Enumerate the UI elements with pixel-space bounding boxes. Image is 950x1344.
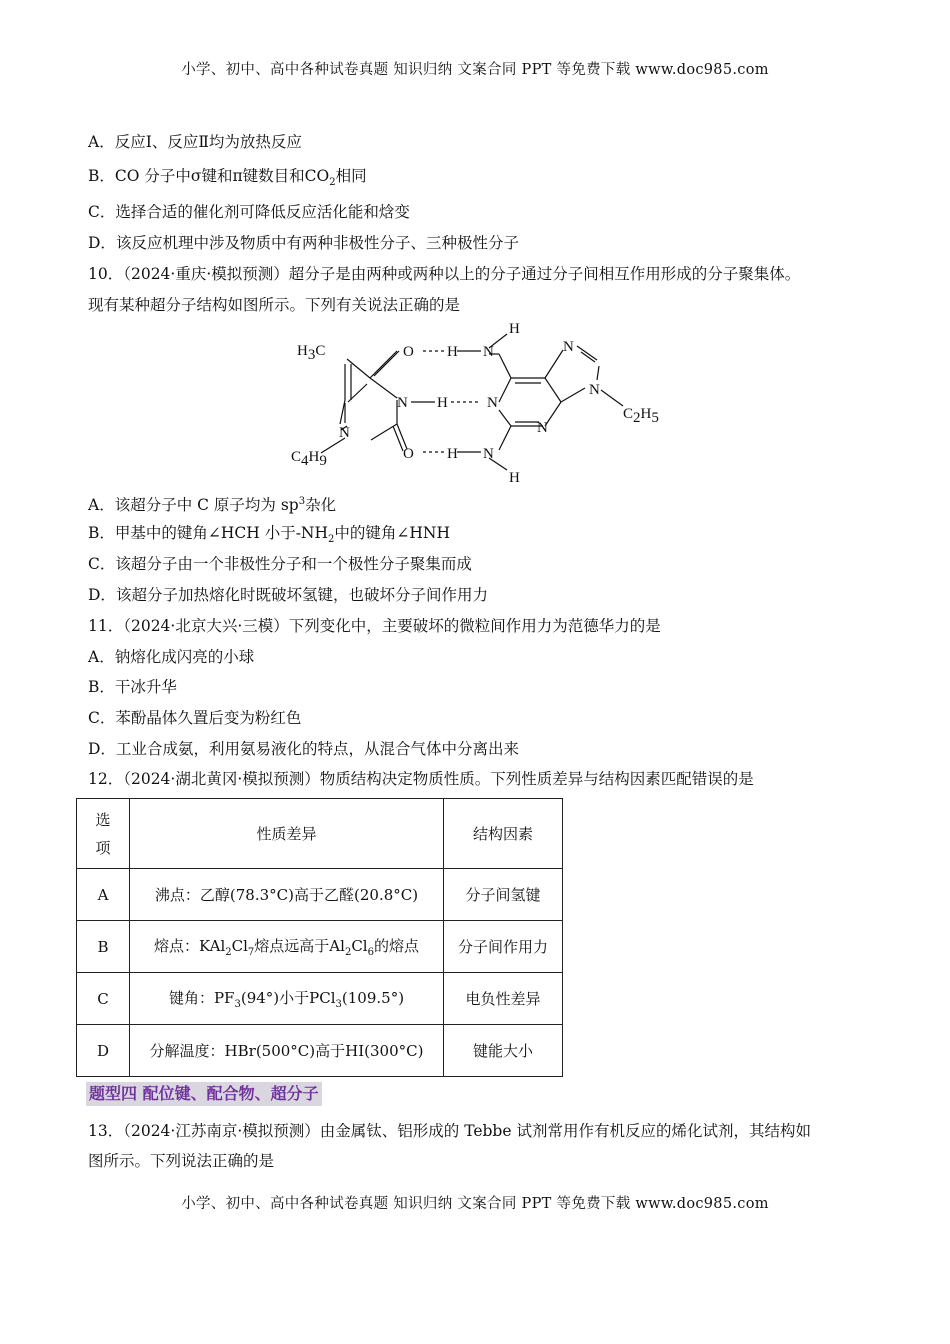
q10-option-d: D．该超分子加热熔化时既破坏氢键，也破坏分子间作用力 <box>88 586 488 604</box>
table-row: B 熔点：$KAl_2Cl_7$熔点远高于$Al_2Cl_6$的熔点 分子间作用力 <box>77 921 563 973</box>
h3c-label: H3C <box>297 343 326 363</box>
atom-n: N <box>589 382 600 398</box>
section-title: 题型四 配位键、配合物、超分子 <box>86 1082 322 1106</box>
atom-h: H <box>447 344 458 360</box>
atom-n: N <box>339 425 350 441</box>
atom-n: N <box>537 420 548 436</box>
page-header: 小学、初中、高中各种试卷真题 知识归纳 文案合同 PPT 等免费下载 www.doc985.com <box>181 62 769 78</box>
q13-stem-line2: 图所示。下列说法正确的是 <box>88 1152 275 1170</box>
table-row: C 键角：$PF_3(94^\circ)$小于PCl$_3$(109.5°) 电负性差异 <box>77 973 563 1025</box>
header-factor: 结构因素 <box>444 799 563 869</box>
table-row: A 沸点：乙醇(78.3°C)高于乙醛(20.8°C) 分子间氢键 <box>77 869 563 921</box>
q11-stem: 11．（2024·北京大兴·三模）下列变化中，主要破坏的微粒间作用力为范德华力的是 <box>88 617 661 635</box>
option-text: 该反应机理中涉及物质中有两种非极性分子、三种极性分子 <box>115 234 519 252</box>
c2h5-label: C2H5 <box>623 406 659 426</box>
option-label: D． <box>88 234 116 252</box>
option-label: A． <box>88 133 115 151</box>
q9-option-a <box>88 132 302 152</box>
option-text: 选择合适的催化剂可降低反应活化能和焓变 <box>115 203 410 221</box>
atom-h: H <box>509 470 520 486</box>
option-text: CO 分子中σ键和π键数目和 <box>114 167 305 185</box>
atom-n: N <box>487 395 498 411</box>
q11-option-c: C．苯酚晶体久置后变为粉红色 <box>88 709 302 727</box>
q10-option-a: A．该超分子中 C 原子均为 $sp^3$杂化 <box>88 496 337 515</box>
page-footer: 小学、初中、高中各种试卷真题 知识归纳 文案合同 PPT 等免费下载 www.doc985.com <box>181 1196 769 1212</box>
q9-option-d <box>88 233 519 253</box>
q12-stem: 12．（2024·湖北黄冈·模拟预测）物质结构决定物质性质。下列性质差异与结构因素匹配错误的是 <box>88 770 754 788</box>
atom-n: N <box>397 395 408 411</box>
q10-stem-line1: 10．（2024·重庆·模拟预测）超分子是由两种或两种以上的分子通过分子间相互作用形成的分子聚集体。 <box>88 265 801 283</box>
q9-option-c <box>88 202 410 222</box>
q11-option-d: D．工业合成氨，利用氨易液化的特点，从混合气体中分离出来 <box>88 740 519 758</box>
option-text: 反应Ⅰ、反应Ⅱ均为放热反应 <box>114 133 302 151</box>
c4h9-label: C4H9 <box>291 449 327 469</box>
header-option: 选 项 <box>77 799 130 869</box>
atom-h: H <box>509 321 520 337</box>
atom-n: N <box>483 344 494 360</box>
table-header-row <box>77 799 563 869</box>
atom-n: N <box>563 339 574 355</box>
formula-co2: $CO_2$ <box>304 167 336 189</box>
q10-option-b: B．甲基中的键角∠HCH 小于$-NH_2$中的键角∠HNH <box>88 524 450 546</box>
atom-o: O <box>403 446 414 462</box>
q13-stem-line1: 13．（2024·江苏南京·模拟预测）由金属钛、铝形成的 Tebbe 试剂常用作有机反应的烯化试剂，其结构如 <box>88 1122 811 1140</box>
q11-option-b: B．干冰升华 <box>88 678 177 696</box>
option-label: B． <box>88 167 115 185</box>
atom-h: H <box>437 395 448 411</box>
q9-option-b: B．CO 分子中σ键和π键数目和$CO_2$相同 <box>88 167 367 189</box>
table-row: D 分解温度：HBr(500°C)高于HI(300°C) 键能大小 <box>77 1025 563 1077</box>
q10-stem-line2: 现有某种超分子结构如图所示。下列有关说法正确的是 <box>88 296 461 314</box>
option-label: C． <box>88 203 116 221</box>
atom-o: O <box>403 344 414 360</box>
q11-option-a: A．钠熔化成闪亮的小球 <box>88 648 255 666</box>
supramolecule-structure <box>285 318 675 488</box>
atom-n: N <box>483 446 494 462</box>
q10-option-c: C．该超分子由一个非极性分子和一个极性分子聚集而成 <box>88 555 472 573</box>
atom-h: H <box>447 446 458 462</box>
header-property: 性质差异 <box>130 799 444 869</box>
property-table <box>76 798 563 1077</box>
